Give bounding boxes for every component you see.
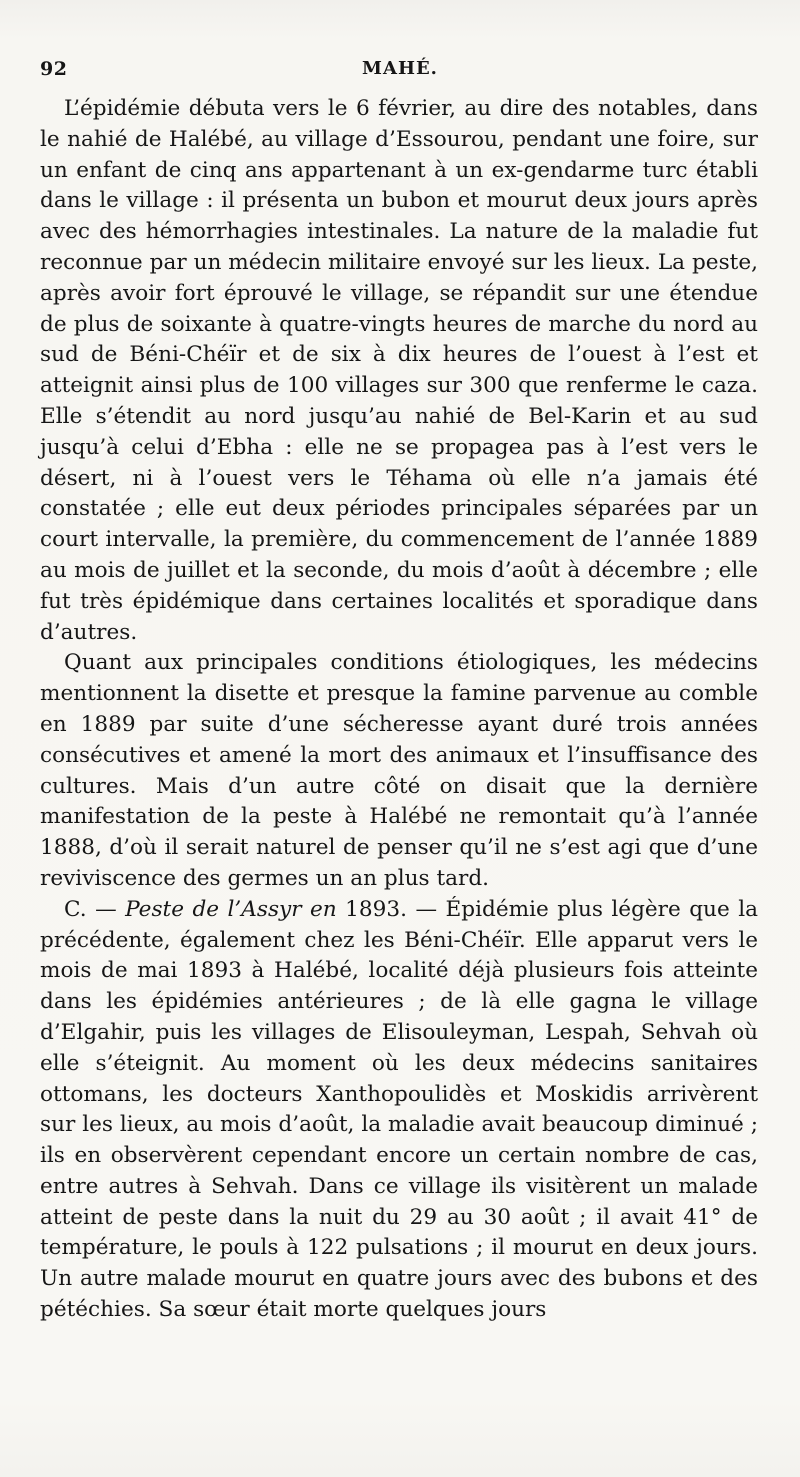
paragraph-epidemic-outbreak: L’épidémie débuta vers le 6 février, au dire des notables, dans le nahié de Halébé, au village d’Essourou, pendant une foire, sur un enfant de cinq ans appartenant à un ex-gendarme turc établi dans le village : il présenta un bubon et mourut deux jours après avec des hémorrhagies intestinales. La nature de la maladie fut reconnue par un médecin militaire envoyé sur les lieux. La peste, après avoir fort éprouvé le village, se répandit sur une étendue de plus de soixante à quatre-vingts heures de marche du nord au sud de Béni-Chéïr et de six à dix heures de l’ouest à l’est et atteignit ainsi plus de 100 villages sur 300 que renferme le caza. Elle s’étendit au nord jusqu’au nahié de Bel-Karin et au sud jusqu’à celui d’Ebha : elle ne se propagea pas à l’est vers le désert, ni à l’ouest vers le Téhama où elle n’a jamais été constatée ; elle eut deux périodes principales séparées par un court intervalle, la première, du commencement de l’année 1889 au mois de juillet et la seconde, du mois d’août à décembre ; elle fut très épidémique dans certaines localités et sporadique dans d’autres. [40,96,758,645]
section-label: C. — [64,896,126,922]
body-text [40,94,758,1326]
section-title-year: 1893. [336,896,407,922]
running-title: MAHÉ. [362,58,438,79]
page-header [40,58,760,88]
paragraph-etiology: Quant aux principales conditions étiologiques, les médecins mentionnent la disette et presque la famine parvenue au comble en 1889 par suite d’une sécheresse ayant duré trois années consécutives et amené la mort des animaux et l’insuffisance des cultures. Mais d’un autre côté on disait que la dernière manifestation de la peste à Halébé ne remontait qu’à l’année 1888, d’où il serait naturel de penser qu’il ne s’est agi que d’une reviviscence des germes un an plus tard. [40,650,758,891]
section-body: — Épidémie plus légère que la précédente, également chez les Béni-Chéïr. Elle apparut vers le mois de mai 1893 à Halébé, localité déjà plusieurs fois atteinte dans les épidémies antérieures ; de là elle gagna le village d’Elgahir, puis les villages de Elisouleyman, Lespah, Sehvah où elle s’éteignit. Au moment où les deux médecins sanitaires ottomans, les docteurs Xanthopoulidès et Moskidis arrivèrent sur les lieux, au mois d’août, la maladie avait beaucoup diminué ; ils en observèrent cependant encore un certain nombre de cas, entre autres à Sehvah. Dans ce village ils visitèrent un malade atteint de peste dans la nuit du 29 au 30 août ; il avait 41° de température, le pouls à 122 pulsations ; il mourut en deux jours. Un autre malade mourut en quatre jours avec des bubons et des pétéchies. Sa sœur était morte quelques jours [40,896,758,1323]
page-number: 92 [40,58,68,80]
paragraph-section-c [40,895,758,1326]
section-title: Peste de l’Assyr en [125,896,337,922]
